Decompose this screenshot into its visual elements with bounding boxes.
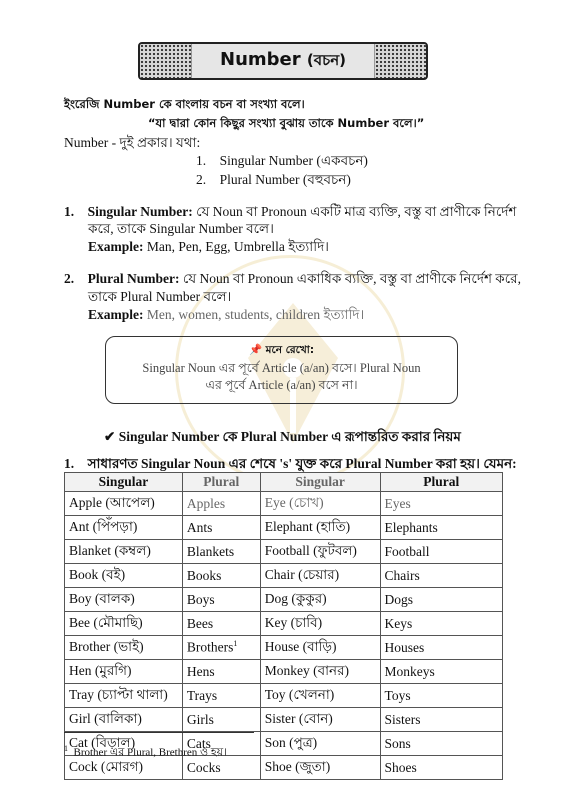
reminder-title-text: মনে রেখো: xyxy=(265,344,315,356)
table-cell: Brother (ভাই) xyxy=(65,636,183,660)
table-cell: Football (ফুটবল) xyxy=(260,540,380,564)
table-cell: Hen (মুরগি) xyxy=(65,660,183,684)
table-cell: Ants xyxy=(182,516,260,540)
table-cell: Dogs xyxy=(380,588,502,612)
table-row xyxy=(65,540,503,564)
table-cell: Football xyxy=(380,540,502,564)
table-cell: Cocks xyxy=(182,756,260,780)
table-cell: Keys xyxy=(380,612,502,636)
table-cell: Key (চাবি) xyxy=(260,612,380,636)
singular-definition xyxy=(64,203,516,220)
table-cell-text: Brothers xyxy=(186,639,234,655)
table-cell: Elephant (হাতি) xyxy=(260,516,380,540)
rule-number: 1. xyxy=(64,456,75,471)
table-cell: Chair (চেয়ার) xyxy=(260,564,380,588)
table-cell: House (বাড়ি) xyxy=(260,636,380,660)
table-cell: Cock (মোরগ) xyxy=(65,756,183,780)
section-number: 1. xyxy=(64,204,75,219)
table-cell: Elephants xyxy=(380,516,502,540)
plural-term: Plural Number: xyxy=(87,271,180,286)
table-cell: Blankets xyxy=(182,540,260,564)
singular-text-1: যে Noun বা Pronoun একটি মাত্র ব্যক্তি, বস্তু বা প্রাণীকে নির্দেশ xyxy=(192,204,517,219)
table-row xyxy=(65,636,503,660)
type-item-plural xyxy=(196,171,351,188)
column-header: Plural xyxy=(380,473,502,492)
plural-example xyxy=(88,306,364,323)
column-header: Singular xyxy=(260,473,380,492)
example-text: Men, women, students, children ইত্যাদি। xyxy=(143,307,365,322)
rule-1 xyxy=(64,455,517,472)
types-intro: Number - দুই প্রকার। যথা: xyxy=(64,135,201,150)
plural-text-1: যে Noun বা Pronoun একাধিক ব্যক্তি, বস্তু বা প্রাণীকে নির্দেশ করে, xyxy=(179,271,521,286)
table-cell: Blanket (কম্বল) xyxy=(65,540,183,564)
page-title-box xyxy=(138,42,428,80)
table-cell: Cats xyxy=(182,732,260,756)
table-cell: Chairs xyxy=(380,564,502,588)
table-cell: Toy (খেলনা) xyxy=(260,684,380,708)
table-cell: Monkeys xyxy=(380,660,502,684)
table-cell: Cat (বিড়াল) xyxy=(65,732,183,756)
table-cell: Eyes xyxy=(380,492,502,516)
rule-heading xyxy=(104,428,461,445)
table-cell: Shoes xyxy=(380,756,502,780)
check-icon: ✔ xyxy=(104,429,116,444)
definition-quote: “যা দ্বারা কোন কিছুর সংখ্যা বুঝায় তাকে Number বলে।” xyxy=(148,116,425,130)
table-cell: Sisters xyxy=(380,708,502,732)
type-number: 2. xyxy=(196,172,207,187)
table-header-row xyxy=(65,473,503,492)
table-cell: Trays xyxy=(182,684,260,708)
reminder-line-2: এর পূর্বে Article (a/an) বসে না। xyxy=(205,378,358,392)
footnote xyxy=(64,740,227,762)
title-english: Number xyxy=(220,48,301,70)
footnote-divider xyxy=(64,732,254,733)
title-bangla: (বচন) xyxy=(306,50,346,69)
table-row xyxy=(65,564,503,588)
singular-term: Singular Number: xyxy=(87,204,193,219)
table-cell: Boy (বালক) xyxy=(65,588,183,612)
table-cell: Eye (চোখ) xyxy=(260,492,380,516)
type-label: Singular Number (একবচন) xyxy=(219,153,368,168)
reminder-title xyxy=(106,343,457,360)
table-cell: Son (পুত্র) xyxy=(260,732,380,756)
footnote-text: Brother এর Plural, Brethren ও হয়। xyxy=(73,746,228,759)
example-text: Man, Pen, Egg, Umbrella ইত্যাদি। xyxy=(143,239,329,254)
table-row xyxy=(65,660,503,684)
column-header: Singular xyxy=(65,473,183,492)
table-cell: Book (বই) xyxy=(65,564,183,588)
table-cell: Bees xyxy=(182,612,260,636)
table-cell: Girl (বালিকা) xyxy=(65,708,183,732)
table-cell: Dog (কুকুর) xyxy=(260,588,380,612)
table-cell: Tray (চ্যাপ্টা থালা) xyxy=(65,684,183,708)
table-cell: Monkey (বানর) xyxy=(260,660,380,684)
singular-plural-table xyxy=(64,472,503,780)
table-cell: Boys xyxy=(182,588,260,612)
page-title xyxy=(214,49,352,74)
rule-text: সাধারণত Singular Noun এর শেষে 's' যুক্ত করে Plural Number করা হয়। যেমন: xyxy=(87,456,517,471)
table-cell: Toys xyxy=(380,684,502,708)
pushpin-icon: 📌 xyxy=(248,344,263,356)
title-pattern-left xyxy=(140,44,192,78)
table-cell: Apples xyxy=(182,492,260,516)
table-row xyxy=(65,684,503,708)
table-cell: Ant (পিঁপড়া) xyxy=(65,516,183,540)
table-row xyxy=(65,516,503,540)
table-cell-with-footnote xyxy=(182,636,260,660)
example-label: Example: xyxy=(88,307,144,322)
singular-text-2: করে, তাকে Singular Number বলে। xyxy=(88,221,274,236)
title-pattern-right xyxy=(374,44,426,78)
type-item-singular xyxy=(196,152,368,169)
type-label: Plural Number (বহুবচন) xyxy=(219,172,351,187)
column-header: Plural xyxy=(182,473,260,492)
section-number: 2. xyxy=(64,271,75,286)
table-row xyxy=(65,708,503,732)
type-number: 1. xyxy=(196,153,207,168)
reminder-line-1: Singular Noun এর পূর্বে Article (a/an) বসে। Plural Noun xyxy=(142,361,421,375)
table-cell: Hens xyxy=(182,660,260,684)
table-cell: Sons xyxy=(380,732,502,756)
table-cell: Bee (মৌমাছি) xyxy=(65,612,183,636)
plural-definition xyxy=(64,270,521,287)
table-cell: Sister (বোন) xyxy=(260,708,380,732)
reminder-box xyxy=(105,336,458,404)
plural-text-2: তাকে Plural Number বলে। xyxy=(88,289,232,304)
rule-heading-text: Singular Number কে Plural Number এ রূপান্তরিত করার নিয়ম xyxy=(118,429,461,444)
footnote-number: 1 xyxy=(64,744,68,753)
table-row xyxy=(65,492,503,516)
example-label: Example: xyxy=(88,239,144,254)
table-row xyxy=(65,612,503,636)
table-cell: Houses xyxy=(380,636,502,660)
intro-line: ইংরেজি Number কে বাংলায় বচন বা সংখ্যা বলে। xyxy=(64,97,305,111)
table-cell: Shoe (জুতা) xyxy=(260,756,380,780)
table-cell: Girls xyxy=(182,708,260,732)
table-cell: Apple (আপেল) xyxy=(65,492,183,516)
table-cell: Books xyxy=(182,564,260,588)
table-row xyxy=(65,588,503,612)
footnote-mark: 1 xyxy=(233,639,238,649)
singular-example xyxy=(88,238,329,255)
